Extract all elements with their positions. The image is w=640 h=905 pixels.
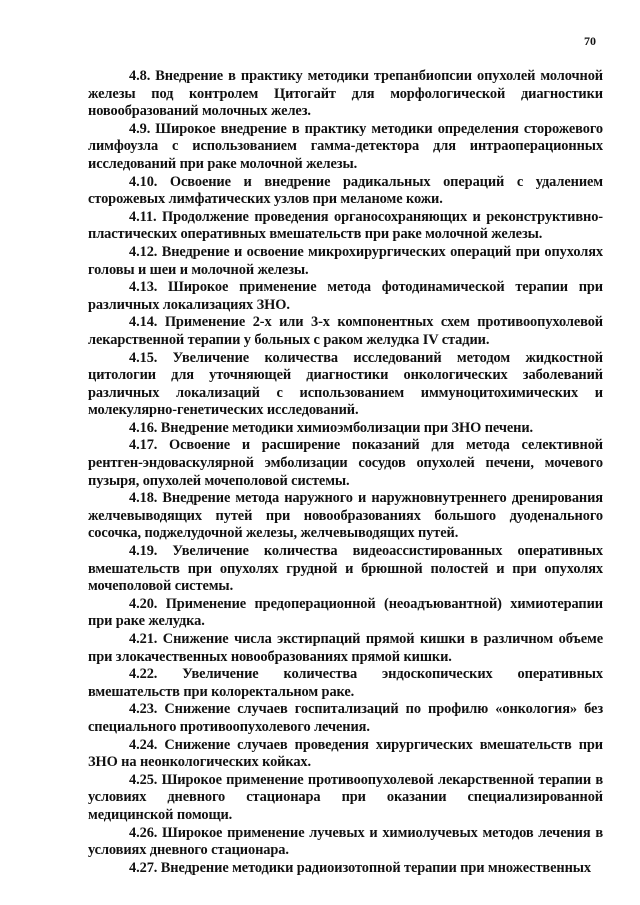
paragraph-4-12: 4.12. Внедрение и освоение микрохирургических операций при опухолях головы и шеи и молочной железы. <box>88 243 603 278</box>
paragraph-4-26: 4.26. Широкое применение лучевых и химиолучевых методов лечения в условиях дневного стационара. <box>88 824 603 859</box>
paragraph-4-10: 4.10. Освоение и внедрение радикальных операций с удалением сторожевых лимфатических узлов при меланоме кожи. <box>88 173 603 208</box>
paragraph-4-15: 4.15. Увеличение количества исследований методом жидкостной цитологии для уточняющей диагностики онкологических заболеваний различных локализаций с использованием иммуноцитохимических и молекулярно-генетических исследований. <box>88 349 603 419</box>
paragraph-4-19: 4.19. Увеличение количества видеоассистированных оперативных вмешательств при опухолях грудной и брюшной полостей и при опухолях мочеполовой системы. <box>88 543 603 595</box>
paragraph-4-22: 4.22. Увеличение количества эндоскопических оперативных вмешательств при колоректальном раке. <box>88 666 603 700</box>
paragraph-4-16: 4.16. Внедрение методики химиоэмболизации при ЗНО печени. <box>129 419 534 436</box>
document-body <box>88 68 603 877</box>
paragraph-4-18: 4.18. Внедрение метода наружного и наружновнутреннего дренирования желчевыводящих путей при новообразованиях большого дуоденального сосочка, поджелудочной железы, желчевыводящих путей. <box>88 490 603 542</box>
paragraph-4-20: 4.20. Применение предоперационной (неоадъювантной) химиотерапии при раке желудка. <box>88 595 603 630</box>
paragraph-4-9: 4.9. Широкое внедрение в практику методики определения сторожевого лимфоузла с использованием гамма-детектора для интраоперационных исследований при раке молочной железы. <box>88 120 603 172</box>
paragraph-4-17: 4.17. Освоение и расширение показаний для метода селективной рентген-эндоваскулярной эмболизации сосудов опухолей печени, мочевого пузыря, опухолей мочеполовой системы. <box>88 437 603 489</box>
paragraph-4-27: 4.27. Внедрение методики радиоизотопной терапии при множественных <box>129 859 591 876</box>
paragraph-4-11: 4.11. Продолжение проведения органосохраняющих и реконструктивно-пластических оперативных вмешательств при раке молочной железы. <box>88 208 603 243</box>
paragraph-4-21: 4.21. Снижение числа экстирпаций прямой кишки в различном объеме при злокачественных новообразованиях прямой кишки. <box>88 631 603 665</box>
paragraph-4-8: 4.8. Внедрение в практику методики трепанбиопсии опухолей молочной железы под контролем Цитогайт для морфологической диагностики новообразований молочных желез. <box>88 68 603 120</box>
paragraph-4-14: 4.14. Применение 2-х или 3-х компонентных схем противоопухолевой лекарственной терапии у больных с раком желудка IV стадии. <box>88 314 603 348</box>
paragraph-4-13: 4.13. Широкое применение метода фотодинамической терапии при различных локализациях ЗНО. <box>88 279 603 313</box>
paragraph-4-23: 4.23. Снижение случаев госпитализаций по профилю «онкология» без специального противоопухолевого лечения. <box>88 701 603 735</box>
page-number: 70 <box>584 34 596 48</box>
paragraph-4-24: 4.24. Снижение случаев проведения хирургических вмешательств при ЗНО на неонкологических койках. <box>88 736 603 771</box>
paragraph-4-25: 4.25. Широкое применение противоопухолевой лекарственной терапии в условиях дневного стационара при оказании специализированной медицинской помощи. <box>88 771 603 823</box>
